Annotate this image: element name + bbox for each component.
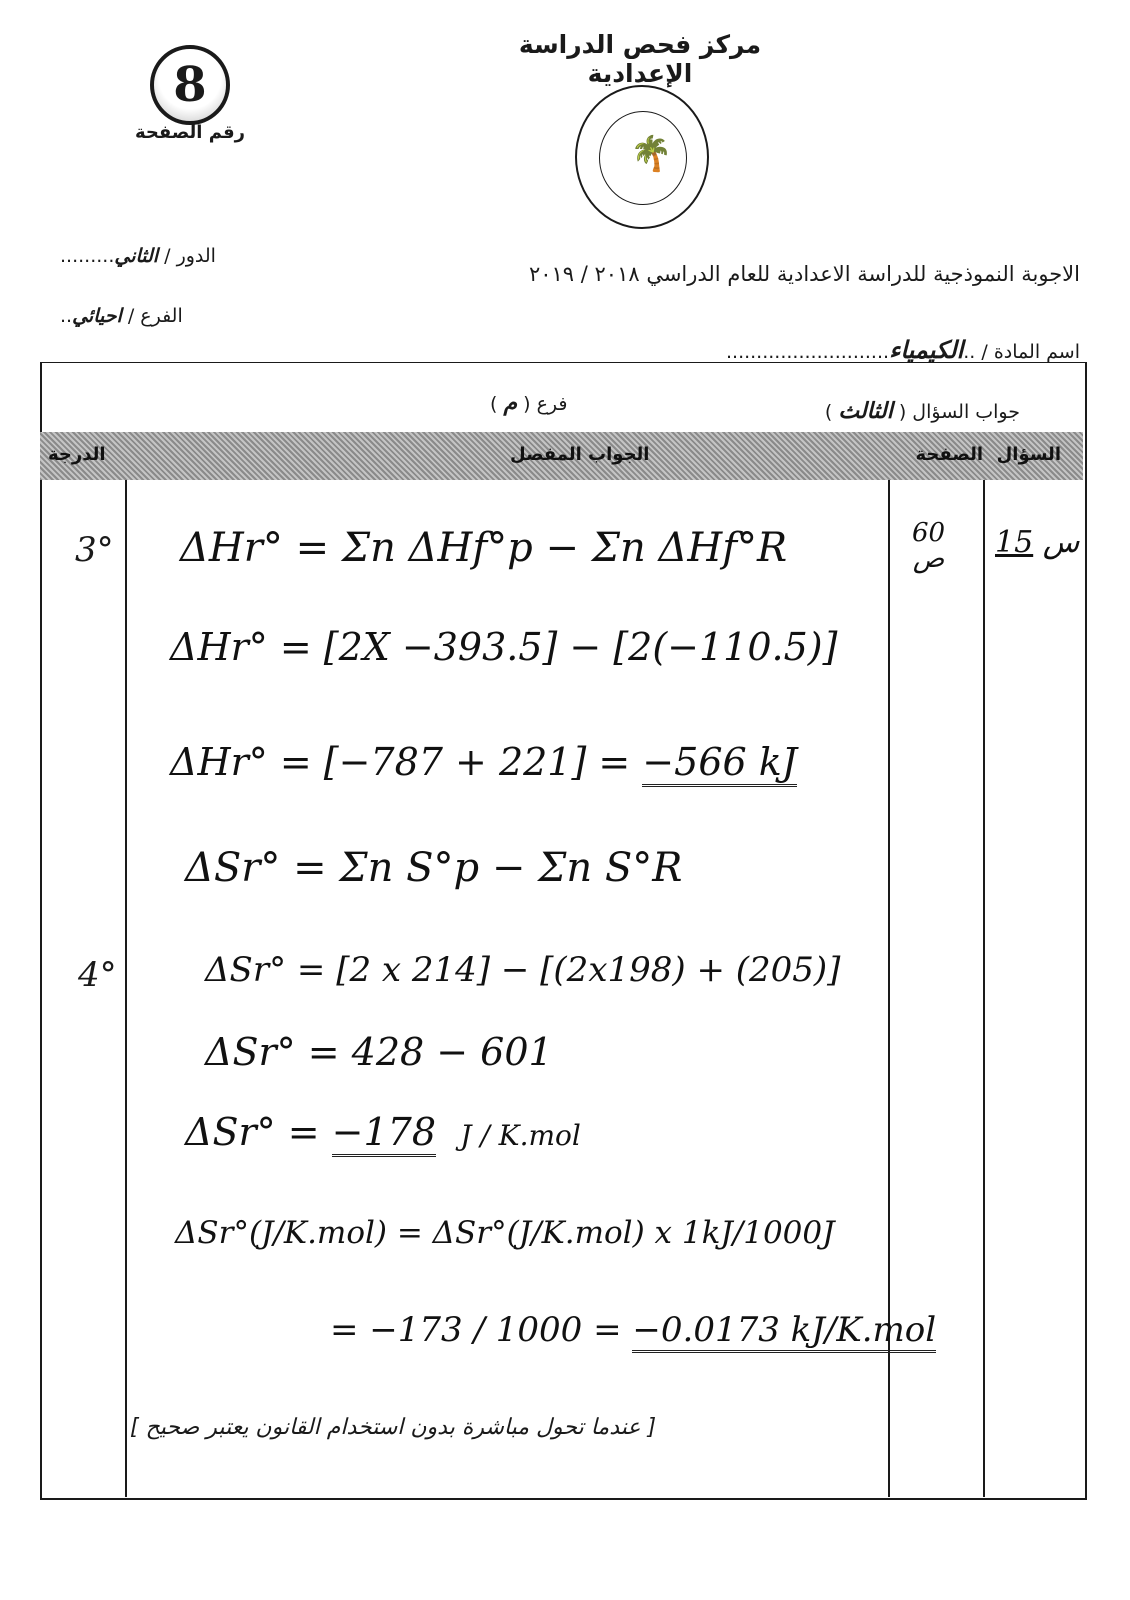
- header-question-col: السؤال: [996, 444, 1061, 465]
- equation-enthalpy-result: ΔHr° = [−787 + 221] = −566 kJ: [170, 740, 797, 784]
- header-page-col: الصفحة: [915, 444, 983, 465]
- official-seal: [480, 20, 800, 235]
- enthalpy-answer: −566 kJ: [642, 740, 797, 787]
- equation-entropy-formula: ΔSr° = Σn S°p − Σn S°R: [185, 845, 683, 891]
- equation-entropy-result: ΔSr° = −178 J / K.mol: [185, 1110, 581, 1154]
- page-column-divider: [983, 480, 985, 1497]
- equation-entropy-substitution: ΔSr° = [2 x 214] − [(2x198) + (205)]: [205, 950, 841, 990]
- marks-column-divider: [125, 480, 127, 1497]
- round-label: الدور /: [164, 245, 216, 267]
- mark-first: 3°: [75, 530, 114, 570]
- subject-line: اسم المادة / ..الكيمياء...........................: [725, 335, 1080, 364]
- equation-enthalpy-substitution: ΔHr° = [2X −393.5] − [2(−110.5)]: [170, 625, 838, 669]
- branch-label: الفرع /: [127, 305, 183, 327]
- seal-text: مركز فحص الدراسة الإعدادية: [518, 30, 762, 88]
- page-number-label: رقم الصفحة: [134, 122, 246, 143]
- entropy-unit: J / K.mol: [460, 1119, 581, 1152]
- mark-second: 4°: [78, 955, 117, 995]
- question-number-cell: س 15: [995, 525, 1080, 560]
- subject-value: الكيمياء: [889, 335, 964, 364]
- question-answer-label: جواب السؤال ( الثالث ): [824, 398, 1020, 424]
- equation-converted-result: = −173 / 1000 = −0.0173 kJ/K.mol: [330, 1310, 936, 1350]
- question-branch-value: م: [503, 390, 518, 416]
- entropy-answer: −178: [332, 1110, 436, 1157]
- document-title: الاجوبة النموذجية للدراسة الاعدادية للعام الدراسي ٢٠١٨ / ٢٠١٩: [528, 262, 1080, 286]
- palm-emblem-icon: 🌴: [630, 134, 673, 174]
- equation-enthalpy-formula: ΔHr° = Σn ΔHf°p − Σn ΔHf°R: [180, 525, 788, 571]
- question-branch-label: فرع ( م ): [490, 390, 568, 416]
- page-reference-cell: 60 ص: [912, 518, 946, 574]
- header-answer-col: الجواب المفصل: [510, 444, 650, 465]
- footnote-note: [ عندما تحول مباشرة بدون استخدام القانون يعتبر صحيح ]: [130, 1415, 657, 1440]
- branch-line: الفرع / احيائي..: [60, 305, 183, 327]
- round-value: الثاني: [114, 245, 159, 267]
- branch-value: احيائي: [72, 305, 122, 327]
- equation-entropy-subtraction: ΔSr° = 428 − 601: [205, 1030, 553, 1074]
- table-header-band: [40, 432, 1083, 480]
- subject-label: اسم المادة /: [981, 341, 1080, 363]
- header-marks-col: الدرجة: [48, 444, 106, 465]
- seal-inner-ring: [599, 111, 687, 205]
- question-number-value: الثالث: [838, 398, 893, 424]
- seal-emblem-circle: [575, 85, 709, 229]
- equation-unit-conversion: ΔSr°(J/K.mol) = ΔSr°(J/K.mol) x 1kJ/1000J: [175, 1215, 835, 1251]
- converted-answer: −0.0173 kJ/K.mol: [632, 1310, 936, 1353]
- page-number-badge: 8: [150, 45, 230, 125]
- round-line: الدور / الثاني.........: [60, 245, 216, 267]
